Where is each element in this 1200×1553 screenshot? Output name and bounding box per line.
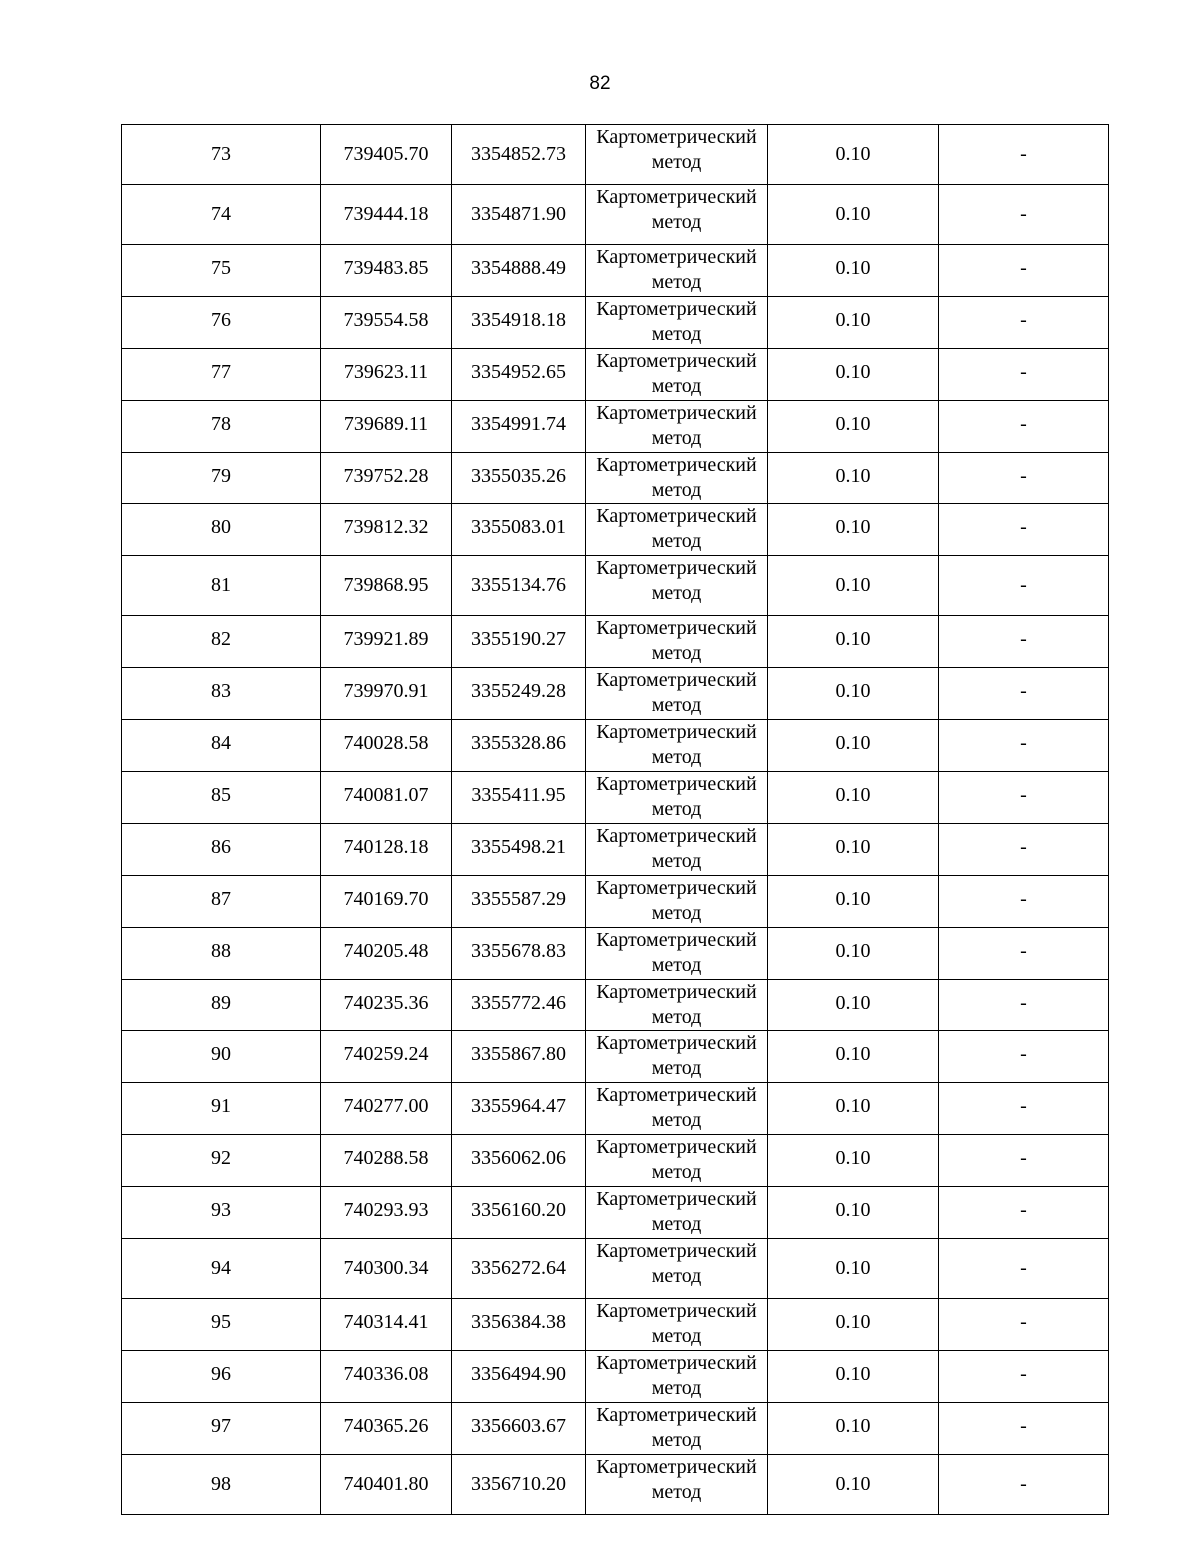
y-coordinate-cell: 3355964.47 — [452, 1083, 586, 1135]
method-line-2: метод — [651, 211, 702, 233]
description-cell: - — [939, 504, 1109, 556]
x-coordinate-cell: 739868.95 — [321, 556, 452, 616]
description-cell: - — [939, 245, 1109, 297]
accuracy-cell: 0.10 — [768, 1031, 939, 1083]
point-number-cell: 93 — [122, 1187, 321, 1239]
description-cell: - — [939, 979, 1109, 1031]
method-cell — [586, 296, 768, 348]
x-coordinate-cell: 740401.80 — [321, 1454, 452, 1514]
method-cell — [586, 1135, 768, 1187]
method-cell — [586, 616, 768, 668]
y-coordinate-cell: 3356384.38 — [452, 1299, 586, 1351]
accuracy-cell: 0.10 — [768, 348, 939, 400]
method-cell — [586, 400, 768, 452]
y-coordinate-cell: 3354888.49 — [452, 245, 586, 297]
table-row — [122, 296, 1109, 348]
method-line-2: метод — [651, 582, 702, 605]
method-line-2: метод — [651, 1109, 702, 1132]
y-coordinate-cell: 3354871.90 — [452, 185, 586, 245]
method-line-1: Картометрический — [596, 824, 757, 847]
x-coordinate-cell: 739921.89 — [321, 616, 452, 668]
method-line-2: метод — [651, 1325, 702, 1348]
method-cell — [586, 1299, 768, 1351]
table-row — [122, 1350, 1109, 1402]
table-row — [122, 185, 1109, 245]
table-row — [122, 1135, 1109, 1187]
description-cell: - — [939, 1350, 1109, 1402]
description-cell: - — [939, 927, 1109, 979]
x-coordinate-cell: 740300.34 — [321, 1239, 452, 1299]
y-coordinate-cell: 3355328.86 — [452, 720, 586, 772]
method-cell — [586, 185, 768, 245]
method-line-2: метод — [651, 1428, 702, 1451]
method-cell — [586, 1083, 768, 1135]
method-line-1: Картометрический — [596, 617, 757, 640]
method-cell — [586, 875, 768, 927]
x-coordinate-cell: 739554.58 — [321, 296, 452, 348]
table-row — [122, 125, 1109, 185]
table-row — [122, 348, 1109, 400]
method-cell — [586, 927, 768, 979]
description-cell: - — [939, 185, 1109, 245]
method-line-1: Картометрический — [596, 1032, 757, 1055]
table-row — [122, 616, 1109, 668]
method-cell — [586, 668, 768, 720]
method-line-2: метод — [651, 1005, 702, 1028]
x-coordinate-cell: 739444.18 — [321, 185, 452, 245]
method-line-2: метод — [651, 1376, 702, 1399]
point-number-cell: 95 — [122, 1299, 321, 1351]
method-line-1: Картометрический — [596, 1300, 757, 1323]
x-coordinate-cell: 740235.36 — [321, 979, 452, 1031]
x-coordinate-cell: 740277.00 — [321, 1083, 452, 1135]
method-cell — [586, 125, 768, 185]
x-coordinate-cell: 740081.07 — [321, 772, 452, 824]
table-row — [122, 927, 1109, 979]
method-line-1: Картометрический — [596, 1188, 757, 1211]
point-number-cell: 78 — [122, 400, 321, 452]
x-coordinate-cell: 740314.41 — [321, 1299, 452, 1351]
accuracy-cell: 0.10 — [768, 1402, 939, 1454]
description-cell: - — [939, 296, 1109, 348]
y-coordinate-cell: 3354991.74 — [452, 400, 586, 452]
point-number-cell: 91 — [122, 1083, 321, 1135]
table-row — [122, 823, 1109, 875]
method-line-2: метод — [651, 1213, 702, 1236]
method-line-1: Картометрический — [596, 928, 757, 951]
method-line-2: метод — [651, 642, 702, 665]
point-number-cell: 77 — [122, 348, 321, 400]
description-cell: - — [939, 720, 1109, 772]
y-coordinate-cell: 3356494.90 — [452, 1350, 586, 1402]
table-row — [122, 1299, 1109, 1351]
accuracy-cell: 0.10 — [768, 556, 939, 616]
method-line-2: метод — [651, 271, 702, 293]
point-number-cell: 96 — [122, 1350, 321, 1402]
table-row — [122, 1239, 1109, 1299]
x-coordinate-cell: 739752.28 — [321, 452, 452, 504]
x-coordinate-cell: 740169.70 — [321, 875, 452, 927]
x-coordinate-cell: 739623.11 — [321, 348, 452, 400]
accuracy-cell: 0.10 — [768, 823, 939, 875]
method-cell — [586, 348, 768, 400]
x-coordinate-cell: 740293.93 — [321, 1187, 452, 1239]
y-coordinate-cell: 3355190.27 — [452, 616, 586, 668]
description-cell: - — [939, 1402, 1109, 1454]
y-coordinate-cell: 3354852.73 — [452, 125, 586, 185]
point-number-cell: 82 — [122, 616, 321, 668]
method-line-1: Картометрический — [596, 669, 757, 692]
y-coordinate-cell: 3354952.65 — [452, 348, 586, 400]
method-cell — [586, 1031, 768, 1083]
accuracy-cell: 0.10 — [768, 1454, 939, 1514]
accuracy-cell: 0.10 — [768, 125, 939, 185]
y-coordinate-cell: 3354918.18 — [452, 296, 586, 348]
coordinates-table-body — [122, 125, 1109, 1515]
table-row — [122, 720, 1109, 772]
accuracy-cell: 0.10 — [768, 616, 939, 668]
method-cell — [586, 1402, 768, 1454]
accuracy-cell: 0.10 — [768, 979, 939, 1031]
table-row — [122, 504, 1109, 556]
table-row — [122, 400, 1109, 452]
description-cell: - — [939, 1187, 1109, 1239]
x-coordinate-cell: 739483.85 — [321, 245, 452, 297]
method-line-1: Картометрический — [596, 1084, 757, 1107]
accuracy-cell: 0.10 — [768, 772, 939, 824]
x-coordinate-cell: 740028.58 — [321, 720, 452, 772]
point-number-cell: 98 — [122, 1454, 321, 1514]
x-coordinate-cell: 739405.70 — [321, 125, 452, 185]
method-cell — [586, 1350, 768, 1402]
accuracy-cell: 0.10 — [768, 927, 939, 979]
table-row — [122, 452, 1109, 504]
accuracy-cell: 0.10 — [768, 668, 939, 720]
method-line-1: Картометрический — [596, 126, 757, 148]
point-number-cell: 90 — [122, 1031, 321, 1083]
method-line-2: метод — [651, 374, 702, 397]
y-coordinate-cell: 3356062.06 — [452, 1135, 586, 1187]
point-number-cell: 94 — [122, 1239, 321, 1299]
table-row — [122, 1187, 1109, 1239]
method-line-1: Картометрический — [596, 876, 757, 899]
method-cell — [586, 979, 768, 1031]
table-row — [122, 1031, 1109, 1083]
description-cell: - — [939, 125, 1109, 185]
page-number: 82 — [589, 73, 611, 94]
method-cell — [586, 452, 768, 504]
method-line-1: Картометрический — [596, 246, 757, 268]
point-number-cell: 79 — [122, 452, 321, 504]
point-number-cell: 89 — [122, 979, 321, 1031]
accuracy-cell: 0.10 — [768, 296, 939, 348]
method-line-2: метод — [651, 322, 702, 345]
method-line-2: метод — [651, 1265, 702, 1288]
method-line-2: метод — [651, 1057, 702, 1080]
table-row — [122, 1083, 1109, 1135]
method-cell — [586, 823, 768, 875]
method-line-1: Картометрический — [596, 980, 757, 1003]
method-line-2: метод — [651, 901, 702, 924]
method-line-1: Картометрический — [596, 453, 757, 476]
method-line-2: метод — [651, 798, 702, 821]
method-cell — [586, 504, 768, 556]
method-line-1: Картометрический — [596, 1351, 757, 1374]
description-cell: - — [939, 1083, 1109, 1135]
method-line-2: метод — [651, 478, 702, 501]
method-cell — [586, 1239, 768, 1299]
x-coordinate-cell: 740288.58 — [321, 1135, 452, 1187]
method-cell — [586, 1187, 768, 1239]
method-cell — [586, 245, 768, 297]
table-row — [122, 772, 1109, 824]
method-line-2: метод — [651, 1161, 702, 1184]
table-row — [122, 245, 1109, 297]
method-cell — [586, 772, 768, 824]
point-number-cell: 75 — [122, 245, 321, 297]
point-number-cell: 85 — [122, 772, 321, 824]
method-cell — [586, 1454, 768, 1514]
accuracy-cell: 0.10 — [768, 452, 939, 504]
method-line-1: Картометрический — [596, 186, 757, 208]
accuracy-cell: 0.10 — [768, 1299, 939, 1351]
y-coordinate-cell: 3355035.26 — [452, 452, 586, 504]
description-cell: - — [939, 823, 1109, 875]
x-coordinate-cell: 739812.32 — [321, 504, 452, 556]
accuracy-cell: 0.10 — [768, 1187, 939, 1239]
description-cell: - — [939, 1239, 1109, 1299]
description-cell: - — [939, 400, 1109, 452]
description-cell: - — [939, 452, 1109, 504]
description-cell: - — [939, 616, 1109, 668]
y-coordinate-cell: 3356710.20 — [452, 1454, 586, 1514]
x-coordinate-cell: 740365.26 — [321, 1402, 452, 1454]
y-coordinate-cell: 3355249.28 — [452, 668, 586, 720]
method-line-2: метод — [651, 426, 702, 449]
description-cell: - — [939, 1135, 1109, 1187]
method-cell — [586, 720, 768, 772]
description-cell: - — [939, 1454, 1109, 1514]
description-cell: - — [939, 556, 1109, 616]
method-line-2: метод — [651, 746, 702, 769]
description-cell: - — [939, 348, 1109, 400]
y-coordinate-cell: 3355772.46 — [452, 979, 586, 1031]
table-row — [122, 1402, 1109, 1454]
point-number-cell: 80 — [122, 504, 321, 556]
accuracy-cell: 0.10 — [768, 875, 939, 927]
description-cell: - — [939, 668, 1109, 720]
x-coordinate-cell: 740259.24 — [321, 1031, 452, 1083]
table-row — [122, 1454, 1109, 1514]
point-number-cell: 97 — [122, 1402, 321, 1454]
accuracy-cell: 0.10 — [768, 400, 939, 452]
x-coordinate-cell: 740128.18 — [321, 823, 452, 875]
y-coordinate-cell: 3356272.64 — [452, 1239, 586, 1299]
point-number-cell: 87 — [122, 875, 321, 927]
method-line-1: Картометрический — [596, 557, 757, 580]
table-row — [122, 668, 1109, 720]
y-coordinate-cell: 3355411.95 — [452, 772, 586, 824]
description-cell: - — [939, 1031, 1109, 1083]
x-coordinate-cell: 739689.11 — [321, 400, 452, 452]
accuracy-cell: 0.10 — [768, 504, 939, 556]
y-coordinate-cell: 3355498.21 — [452, 823, 586, 875]
y-coordinate-cell: 3355083.01 — [452, 504, 586, 556]
y-coordinate-cell: 3355867.80 — [452, 1031, 586, 1083]
point-number-cell: 84 — [122, 720, 321, 772]
y-coordinate-cell: 3355134.76 — [452, 556, 586, 616]
x-coordinate-cell: 739970.91 — [321, 668, 452, 720]
method-line-2: метод — [651, 953, 702, 976]
coordinates-table — [121, 124, 1109, 1515]
y-coordinate-cell: 3355587.29 — [452, 875, 586, 927]
method-line-1: Картометрический — [596, 1403, 757, 1426]
description-cell: - — [939, 875, 1109, 927]
method-line-1: Картометрический — [596, 505, 757, 528]
table-row — [122, 556, 1109, 616]
point-number-cell: 81 — [122, 556, 321, 616]
method-cell — [586, 556, 768, 616]
table-row — [122, 875, 1109, 927]
accuracy-cell: 0.10 — [768, 1350, 939, 1402]
method-line-2: метод — [651, 849, 702, 872]
y-coordinate-cell: 3356160.20 — [452, 1187, 586, 1239]
method-line-1: Картометрический — [596, 1455, 757, 1478]
method-line-2: метод — [651, 151, 702, 173]
method-line-1: Картометрический — [596, 297, 757, 320]
point-number-cell: 83 — [122, 668, 321, 720]
x-coordinate-cell: 740205.48 — [321, 927, 452, 979]
point-number-cell: 73 — [122, 125, 321, 185]
accuracy-cell: 0.10 — [768, 185, 939, 245]
accuracy-cell: 0.10 — [768, 1239, 939, 1299]
method-line-2: метод — [651, 694, 702, 717]
description-cell: - — [939, 772, 1109, 824]
point-number-cell: 86 — [122, 823, 321, 875]
method-line-2: метод — [651, 530, 702, 553]
method-line-1: Картометрический — [596, 721, 757, 744]
method-line-1: Картометрический — [596, 349, 757, 372]
method-line-1: Картометрический — [596, 773, 757, 796]
accuracy-cell: 0.10 — [768, 245, 939, 297]
point-number-cell: 88 — [122, 927, 321, 979]
accuracy-cell: 0.10 — [768, 1083, 939, 1135]
x-coordinate-cell: 740336.08 — [321, 1350, 452, 1402]
point-number-cell: 74 — [122, 185, 321, 245]
point-number-cell: 92 — [122, 1135, 321, 1187]
y-coordinate-cell: 3355678.83 — [452, 927, 586, 979]
y-coordinate-cell: 3356603.67 — [452, 1402, 586, 1454]
accuracy-cell: 0.10 — [768, 720, 939, 772]
point-number-cell: 76 — [122, 296, 321, 348]
method-line-2: метод — [651, 1480, 702, 1503]
table-row — [122, 979, 1109, 1031]
accuracy-cell: 0.10 — [768, 1135, 939, 1187]
method-line-1: Картометрический — [596, 1136, 757, 1159]
method-line-1: Картометрический — [596, 401, 757, 424]
description-cell: - — [939, 1299, 1109, 1351]
method-line-1: Картометрический — [596, 1240, 757, 1263]
